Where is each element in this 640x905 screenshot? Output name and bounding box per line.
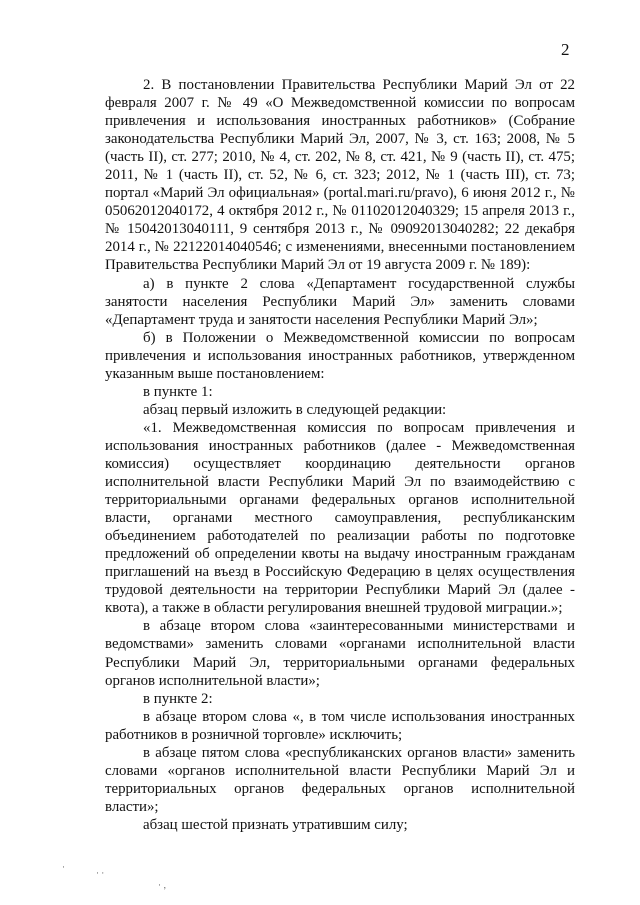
paragraph-subitem-b: б) в Положении о Межведомственной комиссии по вопросам привлечения и использования иностранных работников, утвержденном указанным выше постановлением: — [105, 329, 575, 382]
paragraph-fifth-abzac: в абзаце пятом слова «республиканских органов власти» заменить словами «органов исполнительной власти Республики Марий Эл и территориальных органов федеральных органов исполнительной власти»; — [105, 744, 575, 815]
scan-speck: · — [62, 862, 65, 872]
paragraph-new-wording: «1. Межведомственная комиссия по вопросам привлечения и использования иностранных работников (далее - Межведомственная комиссия) осуществляет координацию деятельности органов исполнительной власти Республики Марий Эл по взаимодействию с территориальными органами федеральных органов исполнительной власти, органами местного самоуправления, республиканским объединением работодателей по реализации работы по подготовке предложений об определении квоты на выдачу иностранным гражданам приглашений на въезд в Российскую Федерацию в целях осуществления трудовой деятельности на территории Республики Марий Эл (далее - квота), а также в области регулирования внешней трудовой миграции.»; — [105, 419, 575, 617]
paragraph-second-abzac-exclude: в абзаце втором слова «, в том числе использования иностранных работников в розничной торговле» исключить; — [105, 708, 575, 743]
page-number: 2 — [561, 40, 570, 59]
scan-speck: · ‚ — [158, 880, 167, 890]
paragraph-point-1: в пункте 1: — [143, 383, 213, 400]
scan-speck: · · — [96, 868, 105, 878]
paragraph-first-abzac: абзац первый изложить в следующей редакции: — [143, 401, 447, 418]
paragraph-2-intro: 2. В постановлении Правительства Республики Марий Эл от 22 февраля 2007 г. № 49 «О Межведомственной комиссии по вопросам привлечения и использования иностранных работников» (Собрание законодательства Республики Марий Эл, 2007, № 3, ст. 163; 2008, № 5 (часть II), ст. 277; 2010, № 4, ст. 202, № 8, ст. 421, № 9 (часть II), ст. 475; 2011, № 1 (часть II), ст. 52, № 6, ст. 323; 2012, № 1 (часть III), ст. 73; портал «Марий Эл официальная» (portal.mari.ru/pravo), 6 июня 2012 г., № 05062012040172, 4 октября 2012 г., № 01102012040329; 15 апреля 2013 г., № 15042013040111, 9 сентября 2013 г., № 09092013040282; 22 декабря 2014 г., № 22122014040546; с изменениями, внесенными постановлением Правительства Республики Марий Эл от 19 августа 2009 г. № 189): — [105, 77, 575, 274]
document-body — [105, 76, 575, 834]
paragraph-sixth-abzac: абзац шестой признать утратившим силу; — [143, 816, 408, 833]
paragraph-point-2: в пункте 2: — [143, 690, 213, 707]
paragraph-second-abzac: в абзаце втором слова «заинтересованными министерствами и ведомствами» заменить словами «органами исполнительной власти Республики Марий Эл, территориальными органами федеральных органов исполнительной власти»; — [105, 618, 575, 689]
paragraph-subitem-a: а) в пункте 2 слова «Департамент государственной службы занятости населения Республики Марий Эл» заменить словами «Департамент труда и занятости населения Республики Марий Эл»; — [105, 275, 575, 328]
